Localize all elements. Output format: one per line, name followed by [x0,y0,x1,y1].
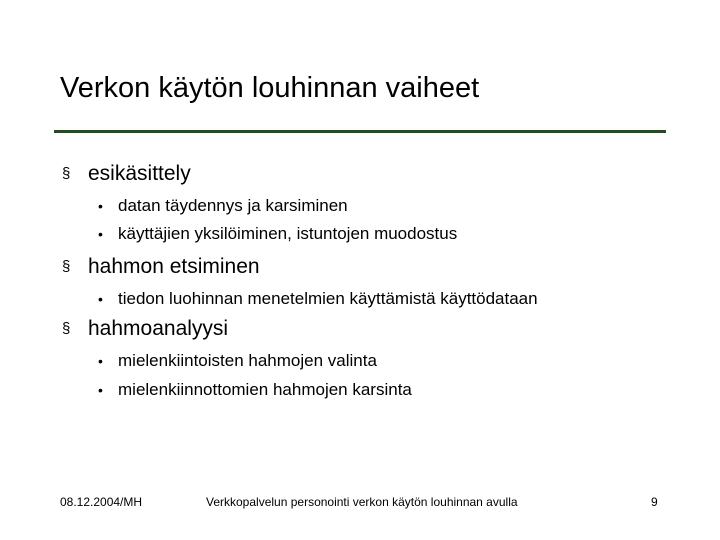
page-number: 9 [651,495,658,509]
section-bullet-icon: § [62,165,71,182]
section-bullet-icon: § [62,320,71,337]
sub-bullet-icon: • [98,226,103,242]
sub-bullet [98,288,538,310]
footer-title: Verkkopalvelun personointi verkon käytön louhinnan avulla [206,495,518,509]
section-bullet-icon: § [62,258,71,275]
section-heading: hahmoanalyysi [88,317,229,340]
slide-title: Verkon käytön louhinnan vaiheet [60,72,480,104]
sub-bullet-text: datan täydennys ja karsiminen [118,196,348,215]
sub-bullet [98,223,457,245]
bullet-section-1 [62,161,191,187]
sub-bullet-icon: • [98,353,103,369]
sub-bullet-text: käyttäjien yksilöiminen, istuntojen muodostus [118,224,458,243]
section-heading: esikäsittely [88,162,191,185]
sub-bullet-text: tiedon luohinnan menetelmien käyttämistä käyttödataan [118,289,538,308]
section-heading: hahmon etsiminen [88,255,260,278]
bullet-section-3 [62,316,228,342]
sub-bullet-icon: • [98,291,103,307]
sub-bullet-icon: • [98,382,103,398]
sub-bullet [98,350,377,372]
sub-bullet [98,379,412,401]
sub-bullet [98,195,348,217]
footer-date-author: 08.12.2004/MH [60,495,143,509]
sub-bullet-icon: • [98,198,103,214]
sub-bullet-text: mielenkiinnottomien hahmojen karsinta [118,380,412,399]
sub-bullet-text: mielenkiintoisten hahmojen valinta [118,351,377,370]
bullet-section-2 [62,254,260,280]
